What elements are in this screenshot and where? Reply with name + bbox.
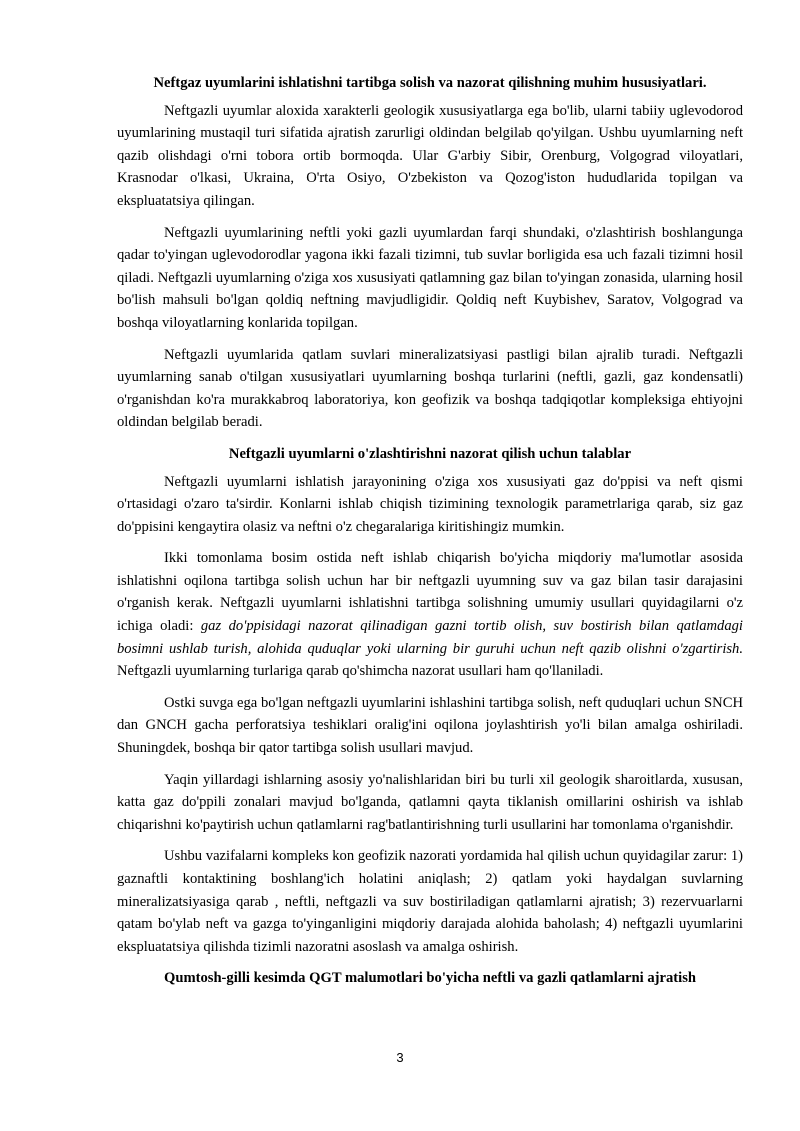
page-number: 3 [396, 1050, 404, 1065]
document-page [117, 72, 743, 990]
paragraph: Neftgazli uyumlar aloxida xarakterli geologik xususiyatlarga ega bo'lib, ularni tabiiy uglevodorod uyumlarining mustaqil turi sifatida ajratish zarurligi oldindan belgilab qo'yilgan. Ushbu uyumlarning neft qazib olishdagi o'rni tobora ortib bormoqda. Ular G'arbiy Sibir, Orenburg, Volgograd viloyatlari, Krasnodar o'lkasi, Ukraina, O'rta Osiyo, O'zbekiston va Qozog'iston hududlarida topilgan va ekspluatatsiya qilingan. [117, 102, 743, 209]
section-heading: Qumtosh-gilli kesimda QGT malumotlari bo'yicha neftli va gazli qatlamlarni ajratish [163, 970, 696, 987]
paragraph: Neftgazli uyumlarining neftli yoki gazli uyumlardan farqi shundaki, o'zlashtirish boshlangunga qadar to'yingan uglevodorodlar yagona ikki fazali tizimni, tub suvlar borligida esa uch fazali tizimni hosil qiladi. Neftgazli uyumlarning o'ziga xos xususiyati qatlamning gaz bilan to'yingan zonasida, ularning hosil bo'lish mahsuli bo'lgan qoldiq neftning mavjudligidir. Qoldiq neft Kuybishev, Saratov, Volgograd va boshqa viloyatlarning konlarida topilgan. [117, 224, 743, 331]
paragraph: Yaqin yillardagi ishlarning asosiy yo'nalishlaridan biri bu turli xil geologik sharoitlarda, xususan, katta gaz do'ppili zonalari mavjud bo'lganda, qatlamni qayta tiklanish omillarini oshirish va ishlab chiqarishni ko'paytirish uchun qatlamlarni rag'batlantirishning turli usullarini har tomonlama o'rganishdir. [117, 771, 743, 833]
paragraph-text: Neftgazli uyumlarning turlariga qarab qo'shimcha nazorat usullari ham qo'llaniladi. [117, 663, 604, 680]
section-heading: Neftgazli uyumlarni o'zlashtirishni nazorat qilish uchun talablar [228, 445, 632, 462]
paragraph-text: Ikki tomonlama bosim ostida neft ishlab chiqarish bo'yicha miqdoriy ma'lumotlar asosida ishlatishni oqilona tartibga solish uchun har bir neftgazli uyumning suv va gaz bilan tasir darajasini o'rganish kerak. Neftgazli uyumlarni ishlatishni tartibga solishning umumiy usullari quyidagilarni o'z ichiga oladi: [117, 550, 743, 635]
paragraph: Neftgazli uyumlarni ishlatish jarayonining o'ziga xos xususiyati gaz do'ppisi va neft qismi o'rtasidagi o'zaro ta'sirdir. Konlarni ishlab chiqish tizimining texnologik parametrlariga qarab, siz gaz do'ppisini kengaytira olasiz va neftni o'z chegaralariga kiritishingiz mumkin. [117, 473, 743, 535]
paragraph: Ostki suvga ega bo'lgan neftgazli uyumlarini ishlashini tartibga solish, neft quduqlari uchun SNCH dan GNCH gacha perforatsiya teshiklari oralig'ini oqilona joylashtirish yo'li bilan amalga oshiriladi. Shuningdek, boshqa bir qator tartibga solish usullari mavjud. [117, 694, 743, 757]
paragraph [117, 547, 743, 683]
paragraph: Ushbu vazifalarni kompleks kon geofizik nazorati yordamida hal qilish uchun quyidagilar zarur: 1) gaznaftli kontaktining boshlang'ich holatini aniqlash; 2) qatlam yoki haydalgan suvlarning mineralizatsiyasiga qarab , neftli, neftgazli va suv bostiriladigan qatlamlarni ajratish; 3) rezervuarlarni qatam bo'ylab neft va gazga to'yinganligini miqdoriy darajada alohida baholash; 4) neftgazli uyumlarini ekspluatatsiya qilishda tizimli nazoratni asoslash va amalga oshirish. [117, 848, 743, 955]
section-heading: Neftgaz uyumlarini ishlatishni tartibga solish va nazorat qilishning muhim hususiyatlari. [153, 75, 707, 91]
italic-text: gaz do'ppisidagi nazorat qilinadigan gazni tortib olish, suv bostirish bilan qatlamdagi bosimni ushlab turish, alohida quduqlar yoki ularning bir guruhi uchun neft qazib olishni o'zgartirish. [117, 618, 743, 657]
paragraph: Neftgazli uyumlarida qatlam suvlari mineralizatsiyasi pastligi bilan ajralib turadi. Neftgazli uyumlarning sanab o'tilgan xususiyatlari uyumlarning boshqa turlarini (neftli, gazli, gaz kondensatli) o'rganishdan ko'ra murakkabroq laboratoriya, kon geofizik va boshqa tadqiqotlar kompleksiga ehtiyojni oldindan belgilab beradi. [117, 346, 743, 431]
